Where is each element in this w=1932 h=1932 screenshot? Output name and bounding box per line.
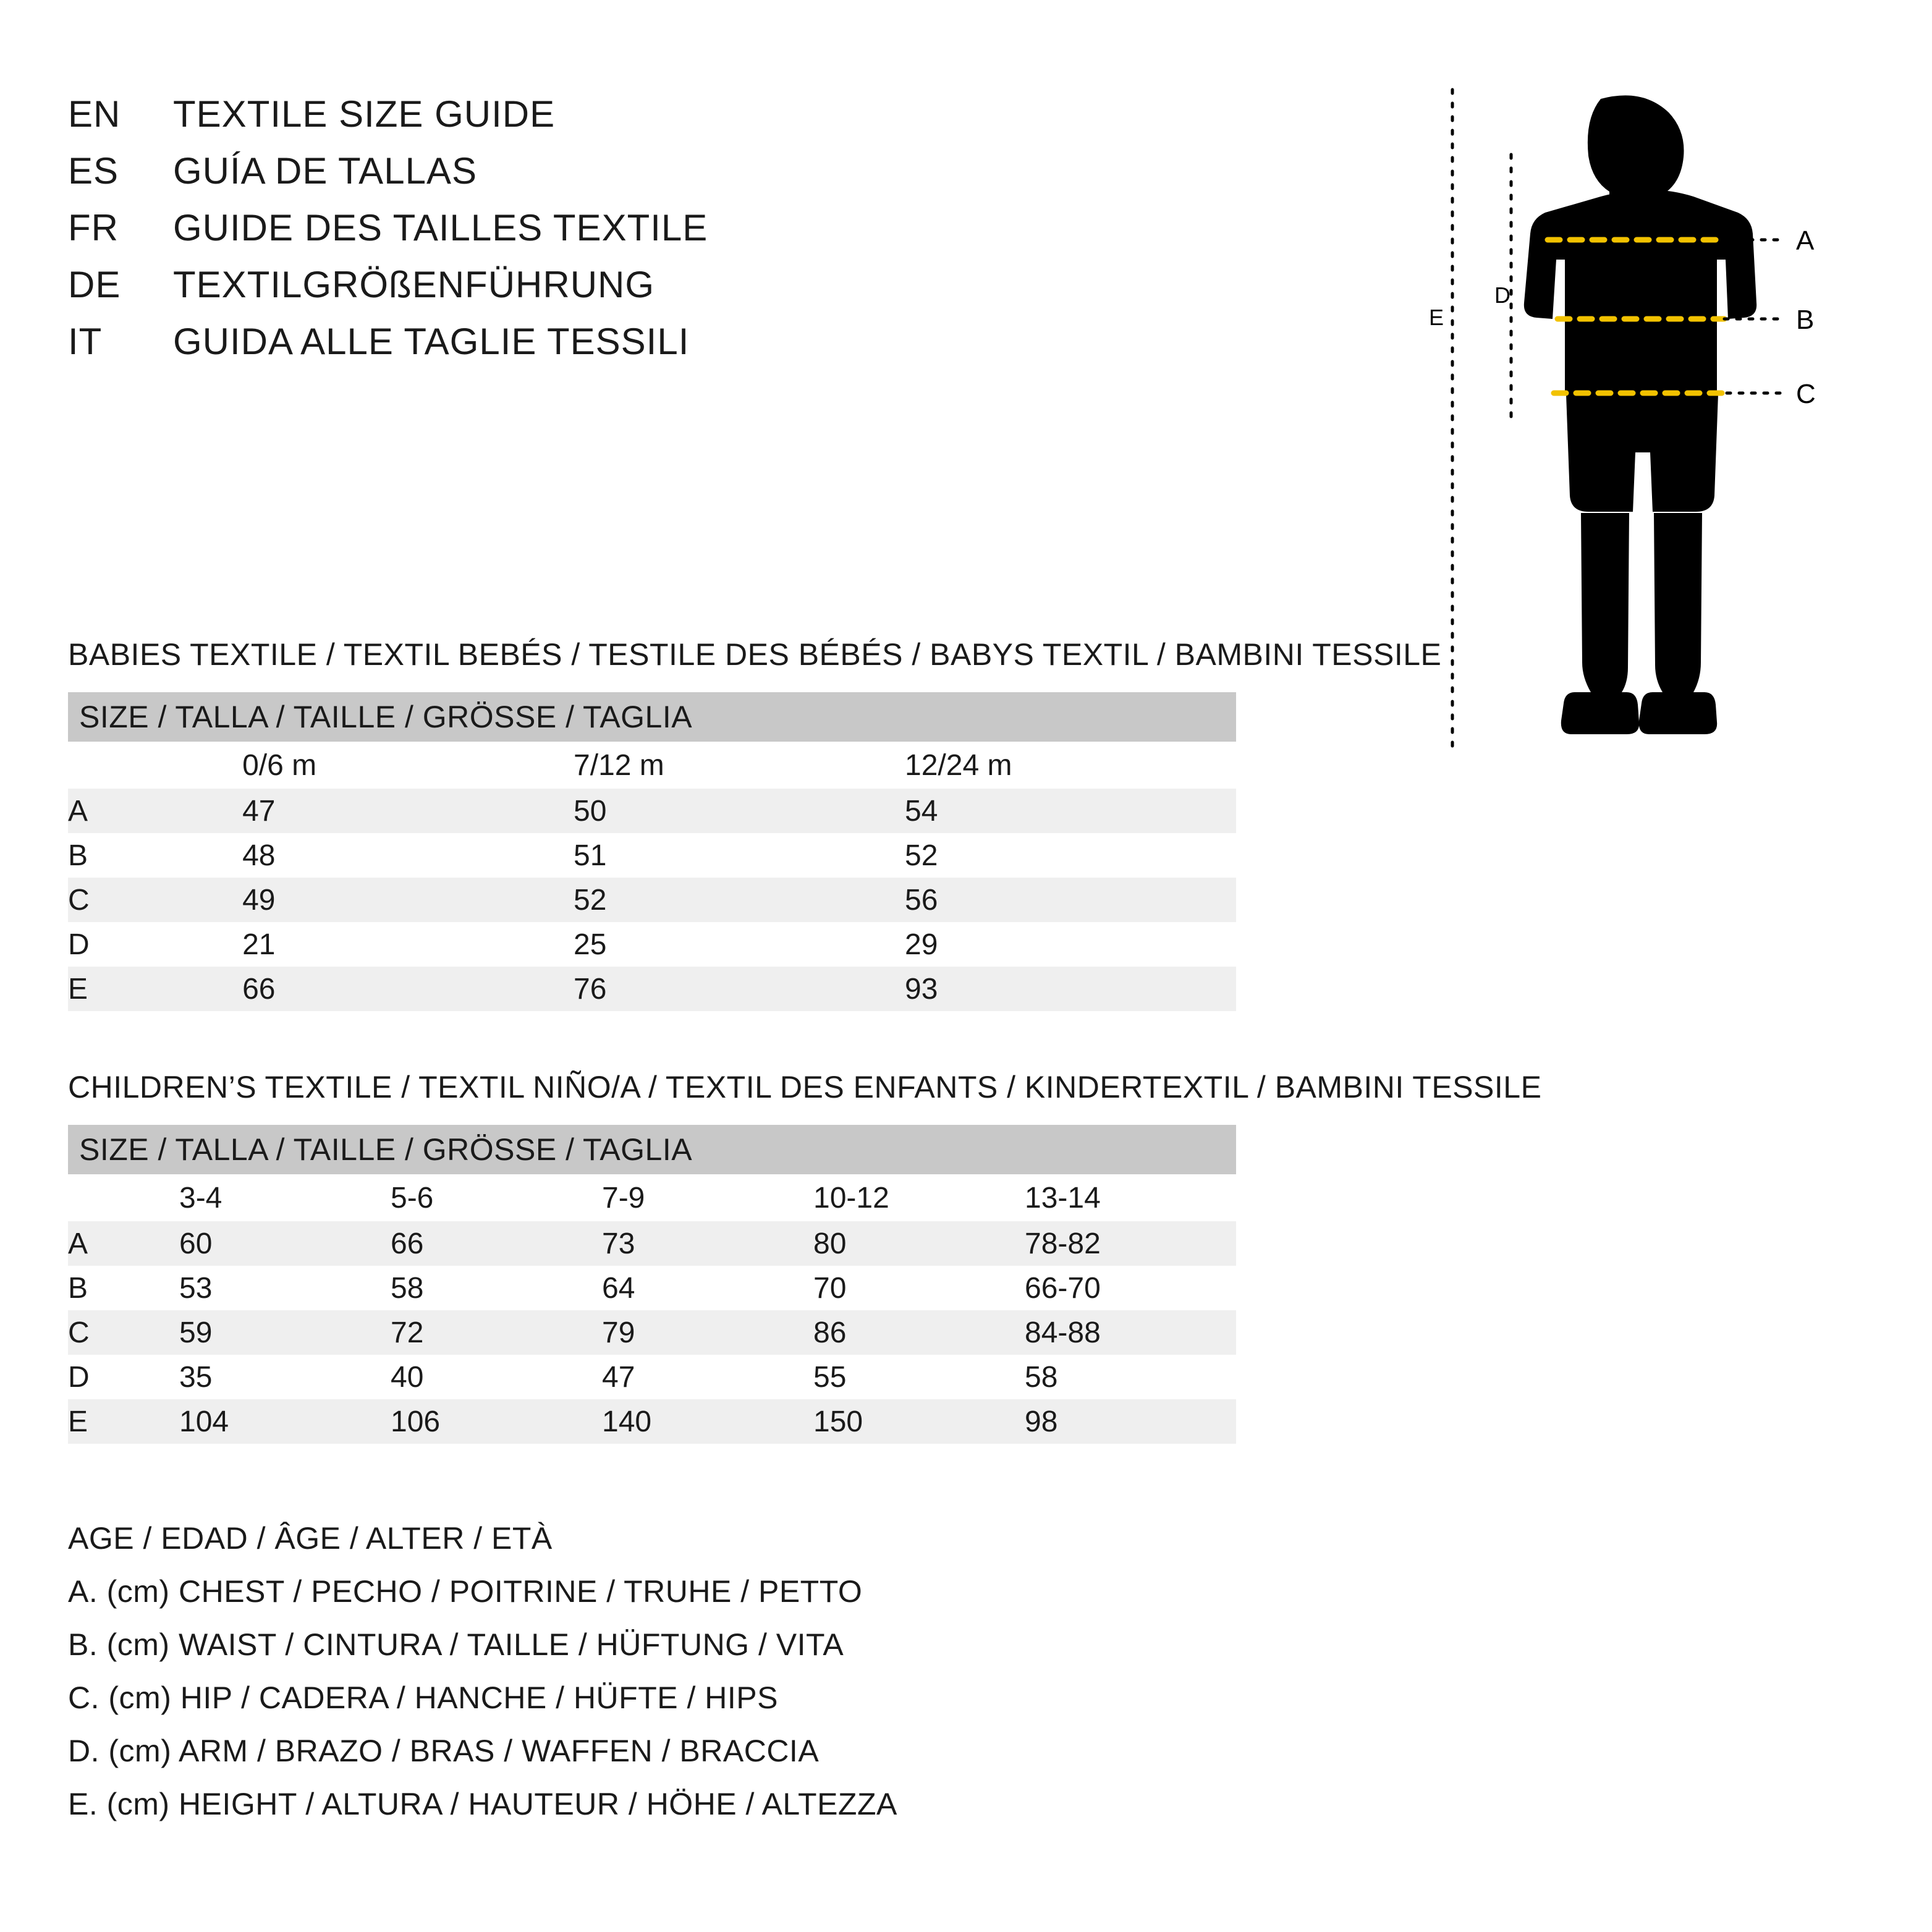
language-row: [68, 150, 1242, 206]
cell-value: 47: [602, 1355, 813, 1399]
language-title: TEXTILE SIZE GUIDE: [173, 93, 556, 135]
figure-label-a: A: [1796, 226, 1815, 256]
column-header: 7-9: [602, 1174, 813, 1221]
corner-cell: [68, 742, 242, 789]
cell-value: 35: [179, 1355, 391, 1399]
language-row: [68, 320, 1242, 377]
cell-value: 80: [813, 1221, 1025, 1266]
column-header: 5-6: [391, 1174, 602, 1221]
cell-value: 104: [179, 1399, 391, 1444]
children-band-label: SIZE / TALLA / TAILLE / GRÖSSE / TAGLIA: [68, 1125, 1236, 1174]
cell-value: 59: [179, 1310, 391, 1355]
language-title: GUIDA ALLE TAGLIE TESSILI: [173, 321, 690, 362]
babies-size-table: [68, 692, 1236, 1011]
figure-label-d: D: [1494, 282, 1510, 308]
table-row: [68, 878, 1236, 922]
table-column-header-row: [68, 1174, 1236, 1221]
legend-line-c: C. (cm) HIP / CADERA / HANCHE / HÜFTE / HIPS: [68, 1680, 778, 1715]
cell-value: 140: [602, 1399, 813, 1444]
row-label: E: [68, 1399, 179, 1444]
table-column-header-row: [68, 742, 1236, 789]
babies-section-title: BABIES TEXTILE / TEXTIL BEBÉS / TESTILE DES BÉBÉS / BABYS TEXTIL / BAMBINI TESSILE: [68, 637, 1442, 672]
legend-line-b: B. (cm) WAIST / CINTURA / TAILLE / HÜFTUNG / VITA: [68, 1627, 844, 1662]
cell-value: 21: [242, 922, 574, 967]
legend-line-a: A. (cm) CHEST / PECHO / POITRINE / TRUHE / PETTO: [68, 1574, 863, 1609]
row-label: C: [68, 1310, 179, 1355]
child-silhouette: [1524, 95, 1756, 734]
cell-value: 84-88: [1025, 1310, 1236, 1355]
figure-label-b: B: [1796, 305, 1815, 335]
figure-label-c: C: [1796, 379, 1816, 409]
cell-value: 54: [905, 789, 1236, 833]
cell-value: 58: [1025, 1355, 1236, 1399]
cell-value: 78-82: [1025, 1221, 1236, 1266]
language-title: GUIDE DES TAILLES TEXTILE: [173, 207, 708, 248]
language-row: [68, 93, 1242, 150]
table-header-band: [68, 1125, 1236, 1174]
cell-value: 76: [574, 967, 905, 1011]
cell-value: 93: [905, 967, 1236, 1011]
corner-cell: [68, 1174, 179, 1221]
table-row: [68, 1399, 1236, 1444]
language-code: EN: [68, 93, 121, 135]
language-row: [68, 263, 1242, 320]
table-row: [68, 1310, 1236, 1355]
measurement-legend: [68, 1520, 1428, 1839]
column-header: 7/12 m: [574, 742, 905, 789]
children-section-title: CHILDREN’S TEXTILE / TEXTIL NIÑO/A / TEXTIL DES ENFANTS / KINDERTEXTIL / BAMBINI TESSILE: [68, 1070, 1542, 1104]
cell-value: 52: [574, 878, 905, 922]
cell-value: 55: [813, 1355, 1025, 1399]
table-row: [68, 967, 1236, 1011]
cell-value: 150: [813, 1399, 1025, 1444]
table-row: [68, 1355, 1236, 1399]
figure-label-e: E: [1429, 305, 1444, 330]
language-title: GUÍA DE TALLAS: [173, 150, 477, 192]
legend-line-e: E. (cm) HEIGHT / ALTURA / HAUTEUR / HÖHE / ALTEZZA: [68, 1787, 897, 1821]
language-row: [68, 206, 1242, 263]
table-row: [68, 833, 1236, 878]
row-label: B: [68, 833, 242, 878]
language-code: ES: [68, 150, 119, 192]
language-code: DE: [68, 264, 121, 305]
table-row: [68, 922, 1236, 967]
legend-line-d: D. (cm) ARM / BRAZO / BRAS / WAFFEN / BRACCIA: [68, 1734, 820, 1768]
cell-value: 48: [242, 833, 574, 878]
row-label: E: [68, 967, 242, 1011]
cell-value: 47: [242, 789, 574, 833]
cell-value: 79: [602, 1310, 813, 1355]
table-header-band: [68, 692, 1236, 742]
cell-value: 73: [602, 1221, 813, 1266]
children-size-table: [68, 1125, 1236, 1444]
cell-value: 72: [391, 1310, 602, 1355]
cell-value: 58: [391, 1266, 602, 1310]
cell-value: 53: [179, 1266, 391, 1310]
cell-value: 49: [242, 878, 574, 922]
cell-value: 40: [391, 1355, 602, 1399]
row-label: C: [68, 878, 242, 922]
babies-band-label: SIZE / TALLA / TAILLE / GRÖSSE / TAGLIA: [68, 692, 1236, 742]
column-header: 0/6 m: [242, 742, 574, 789]
cell-value: 56: [905, 878, 1236, 922]
row-label: B: [68, 1266, 179, 1310]
language-title-list: [68, 93, 1242, 377]
language-title: TEXTILGRÖßENFÜHRUNG: [173, 264, 655, 305]
cell-value: 29: [905, 922, 1236, 967]
table-row: [68, 1221, 1236, 1266]
cell-value: 51: [574, 833, 905, 878]
cell-value: 70: [813, 1266, 1025, 1310]
cell-value: 66-70: [1025, 1266, 1236, 1310]
measurement-figure: [1415, 80, 1885, 773]
cell-value: 60: [179, 1221, 391, 1266]
cell-value: 66: [242, 967, 574, 1011]
column-header: 3-4: [179, 1174, 391, 1221]
row-label: A: [68, 789, 242, 833]
legend-line-age: AGE / EDAD / ÂGE / ALTER / ETÀ: [68, 1521, 553, 1556]
column-header: 10-12: [813, 1174, 1025, 1221]
language-code: FR: [68, 207, 119, 248]
cell-value: 52: [905, 833, 1236, 878]
column-header: 12/24 m: [905, 742, 1236, 789]
row-label: D: [68, 1355, 179, 1399]
row-label: A: [68, 1221, 179, 1266]
language-code: IT: [68, 321, 103, 362]
row-label: D: [68, 922, 242, 967]
table-row: [68, 789, 1236, 833]
cell-value: 50: [574, 789, 905, 833]
cell-value: 64: [602, 1266, 813, 1310]
cell-value: 86: [813, 1310, 1025, 1355]
column-header: 13-14: [1025, 1174, 1236, 1221]
cell-value: 25: [574, 922, 905, 967]
table-row: [68, 1266, 1236, 1310]
cell-value: 66: [391, 1221, 602, 1266]
cell-value: 98: [1025, 1399, 1236, 1444]
cell-value: 106: [391, 1399, 602, 1444]
